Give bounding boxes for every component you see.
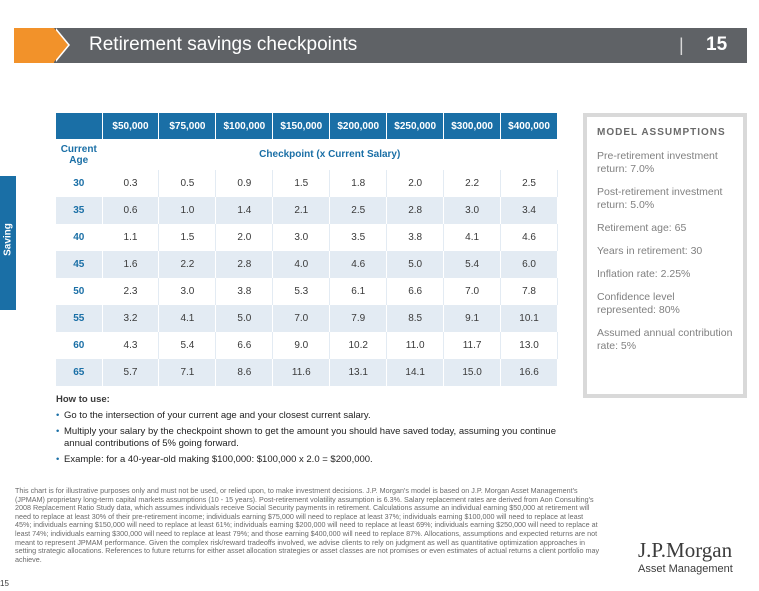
checkpoint-cell: 3.8: [216, 278, 273, 305]
checkpoint-cell: 14.1: [387, 359, 444, 386]
checkpoint-cell: 5.4: [159, 332, 216, 359]
how-to-step: [56, 426, 576, 450]
checkpoint-cell: 2.5: [330, 197, 387, 224]
salary-header: $300,000: [444, 113, 501, 139]
checkpoint-cell: 5.3: [273, 278, 330, 305]
checkpoint-cell: 2.0: [387, 170, 444, 197]
table-row: [56, 251, 558, 278]
current-age-header: Current Age: [56, 139, 102, 170]
salary-header: $200,000: [330, 113, 387, 139]
header-orange-block: [14, 28, 54, 63]
checkpoint-cell: 1.6: [102, 251, 159, 278]
salary-header: $75,000: [159, 113, 216, 139]
checkpoint-cell: 0.3: [102, 170, 159, 197]
header-chevron-arrow: [54, 28, 68, 62]
salary-header: $250,000: [387, 113, 444, 139]
side-section-tab: [0, 176, 16, 310]
checkpoint-cell: 8.5: [387, 305, 444, 332]
checkpoint-cell: 2.2: [159, 251, 216, 278]
checkpoint-cell: 0.5: [159, 170, 216, 197]
how-to-step: [56, 410, 576, 422]
subheader-row: [56, 139, 558, 170]
checkpoint-cell: 11.0: [387, 332, 444, 359]
model-assumptions-box: [583, 113, 747, 398]
assumption-item: Inflation rate: 2.25%: [597, 268, 691, 280]
checkpoint-cell: 4.3: [102, 332, 159, 359]
checkpoint-cell: 16.6: [501, 359, 558, 386]
age-cell: 50: [56, 278, 102, 305]
checkpoint-cell: 7.8: [501, 278, 558, 305]
checkpoints-table: [56, 113, 558, 386]
header-page-number: 15: [706, 34, 728, 55]
table-row: [56, 170, 558, 197]
page-title: Retirement savings checkpoints: [89, 34, 358, 55]
how-to-use-section: [56, 394, 576, 470]
checkpoint-cell: 0.9: [216, 170, 273, 197]
checkpoint-cell: 7.9: [330, 305, 387, 332]
assumption-item: Years in retirement: 30: [597, 245, 703, 257]
bullet-icon: •: [56, 410, 60, 421]
side-tab-label: Saving: [2, 223, 14, 256]
salary-header: $50,000: [102, 113, 159, 139]
checkpoint-cell: 9.1: [444, 305, 501, 332]
checkpoint-cell: 1.4: [216, 197, 273, 224]
bullet-icon: •: [56, 426, 60, 437]
checkpoint-cell: 0.6: [102, 197, 159, 224]
checkpoint-cell: 3.0: [159, 278, 216, 305]
jpmorgan-logo: [638, 539, 750, 575]
age-cell: 40: [56, 224, 102, 251]
checkpoint-cell: 2.8: [387, 197, 444, 224]
assumption-item: Confidence level represented: 80%: [597, 291, 680, 316]
how-to-step-text: Go to the intersection of your current age and your closest current salary.: [64, 410, 371, 421]
checkpoint-cell: 4.6: [501, 224, 558, 251]
checkpoint-cell: 1.8: [330, 170, 387, 197]
checkpoint-cell: 3.8: [387, 224, 444, 251]
checkpoint-cell: 1.5: [273, 170, 330, 197]
table-corner-cell: [56, 113, 102, 139]
age-cell: 65: [56, 359, 102, 386]
checkpoint-cell: 3.0: [444, 197, 501, 224]
header-bar: [14, 28, 747, 63]
table-row: [56, 224, 558, 251]
checkpoint-cell: 6.6: [387, 278, 444, 305]
checkpoint-cell: 13.0: [501, 332, 558, 359]
salary-header: $100,000: [216, 113, 273, 139]
checkpoint-cell: 8.6: [216, 359, 273, 386]
how-to-title: How to use:: [56, 394, 110, 405]
checkpoint-cell: 5.0: [387, 251, 444, 278]
checkpoint-cell: 7.1: [159, 359, 216, 386]
checkpoint-cell: 9.0: [273, 332, 330, 359]
how-to-step: [56, 454, 576, 466]
footer-page-number: 15: [0, 579, 9, 588]
checkpoint-cell: 4.1: [444, 224, 501, 251]
checkpoint-cell: 7.0: [444, 278, 501, 305]
checkpoint-cell: 1.5: [159, 224, 216, 251]
checkpoint-cell: 5.0: [216, 305, 273, 332]
checkpoint-cell: 6.1: [330, 278, 387, 305]
age-cell: 30: [56, 170, 102, 197]
disclaimer-text: This chart is for illustrative purposes only and must not be used, or relied upon, to make investment decisions. J.P. Morgan's model is based on J.P. Morgan Asset Management's (JPMAM) proprietary long-term capital markets assumptions (10 - 15 years). Post-retirement volatility assumption is 6.3%. Salary replacement rates are derived from Aon Consulting's 2008 Replacement Ratio Study data, which assumes individuals receive Social Security payments in retirement. Calculations assume an individual earning $50,000 at retirement will need to replace at least 30% of their pre-retirement income; individuals earning $75,000 will need to replace at least 37%; individuals earning $100,000 will need to replace at least 45%; individuals earning $150,000 will need to replace at least 61%; individuals earning $200,000 will need to replace at least 69%; individuals earning $250,000 will need to replace at least 74%; individuals earning $300,000 will need to replace at least 79%; and those earning $400,000 will need to replace 87%. Allocations, assumptions and expected returns are not meant to represent JPMAM performance. Given the complex risk/reward tradeoffs involved, we advise clients to rely on judgment as well as quantitative optimization approaches in setting strategic allocations. References to future returns for either asset allocation strategies or asset classes are not promises or even estimates of actual returns a client portfolio may achieve.: [15, 486, 600, 564]
checkpoint-cell: 1.0: [159, 197, 216, 224]
checkpoint-cell: 7.0: [273, 305, 330, 332]
checkpoint-cell: 10.2: [330, 332, 387, 359]
checkpoint-cell: 11.6: [273, 359, 330, 386]
checkpoint-header: Checkpoint (x Current Salary): [102, 139, 558, 170]
checkpoint-cell: 1.1: [102, 224, 159, 251]
how-to-step-text: Multiply your salary by the checkpoint shown to get the amount you should have saved today, assuming you continue annual contributions of 5% going forward.: [64, 426, 557, 449]
how-to-step-text: Example: for a 40-year-old making $100,000: $100,000 x 2.0 = $200,000.: [64, 454, 373, 465]
checkpoint-cell: 4.1: [159, 305, 216, 332]
checkpoint-cell: 2.2: [444, 170, 501, 197]
header-divider: |: [679, 35, 684, 55]
checkpoint-cell: 15.0: [444, 359, 501, 386]
checkpoint-cell: 6.6: [216, 332, 273, 359]
table-row: [56, 278, 558, 305]
checkpoint-cell: 11.7: [444, 332, 501, 359]
bullet-icon: •: [56, 454, 60, 465]
checkpoint-cell: 5.7: [102, 359, 159, 386]
assumption-item: Assumed annual contribution rate: 5%: [597, 327, 733, 352]
checkpoint-cell: 10.1: [501, 305, 558, 332]
salary-header-row: [56, 113, 558, 139]
table-row: [56, 332, 558, 359]
checkpoint-cell: 2.1: [273, 197, 330, 224]
checkpoint-cell: 2.5: [501, 170, 558, 197]
checkpoint-cell: 2.0: [216, 224, 273, 251]
checkpoint-cell: 2.3: [102, 278, 159, 305]
age-cell: 55: [56, 305, 102, 332]
age-cell: 60: [56, 332, 102, 359]
checkpoint-cell: 3.0: [273, 224, 330, 251]
table-row: [56, 197, 558, 224]
age-cell: 35: [56, 197, 102, 224]
checkpoint-cell: 3.5: [330, 224, 387, 251]
salary-header: $150,000: [273, 113, 330, 139]
assumption-item: Retirement age: 65: [597, 222, 687, 234]
table-row: [56, 359, 558, 386]
checkpoint-cell: 6.0: [501, 251, 558, 278]
checkpoint-cell: 3.4: [501, 197, 558, 224]
checkpoint-cell: 4.0: [273, 251, 330, 278]
assumptions-title: MODEL ASSUMPTIONS: [597, 127, 726, 138]
age-cell: 45: [56, 251, 102, 278]
checkpoint-cell: 2.8: [216, 251, 273, 278]
checkpoint-cell: 3.2: [102, 305, 159, 332]
logo-subtitle: Asset Management: [638, 563, 733, 575]
logo-name: J.P.Morgan: [638, 538, 733, 562]
salary-header: $400,000: [501, 113, 558, 139]
checkpoint-cell: 13.1: [330, 359, 387, 386]
checkpoint-cell: 5.4: [444, 251, 501, 278]
checkpoint-cell: 4.6: [330, 251, 387, 278]
assumption-item: Post-retirement investment return: 5.0%: [597, 186, 723, 211]
assumption-item: Pre-retirement investment return: 7.0%: [597, 150, 718, 175]
table-row: [56, 305, 558, 332]
